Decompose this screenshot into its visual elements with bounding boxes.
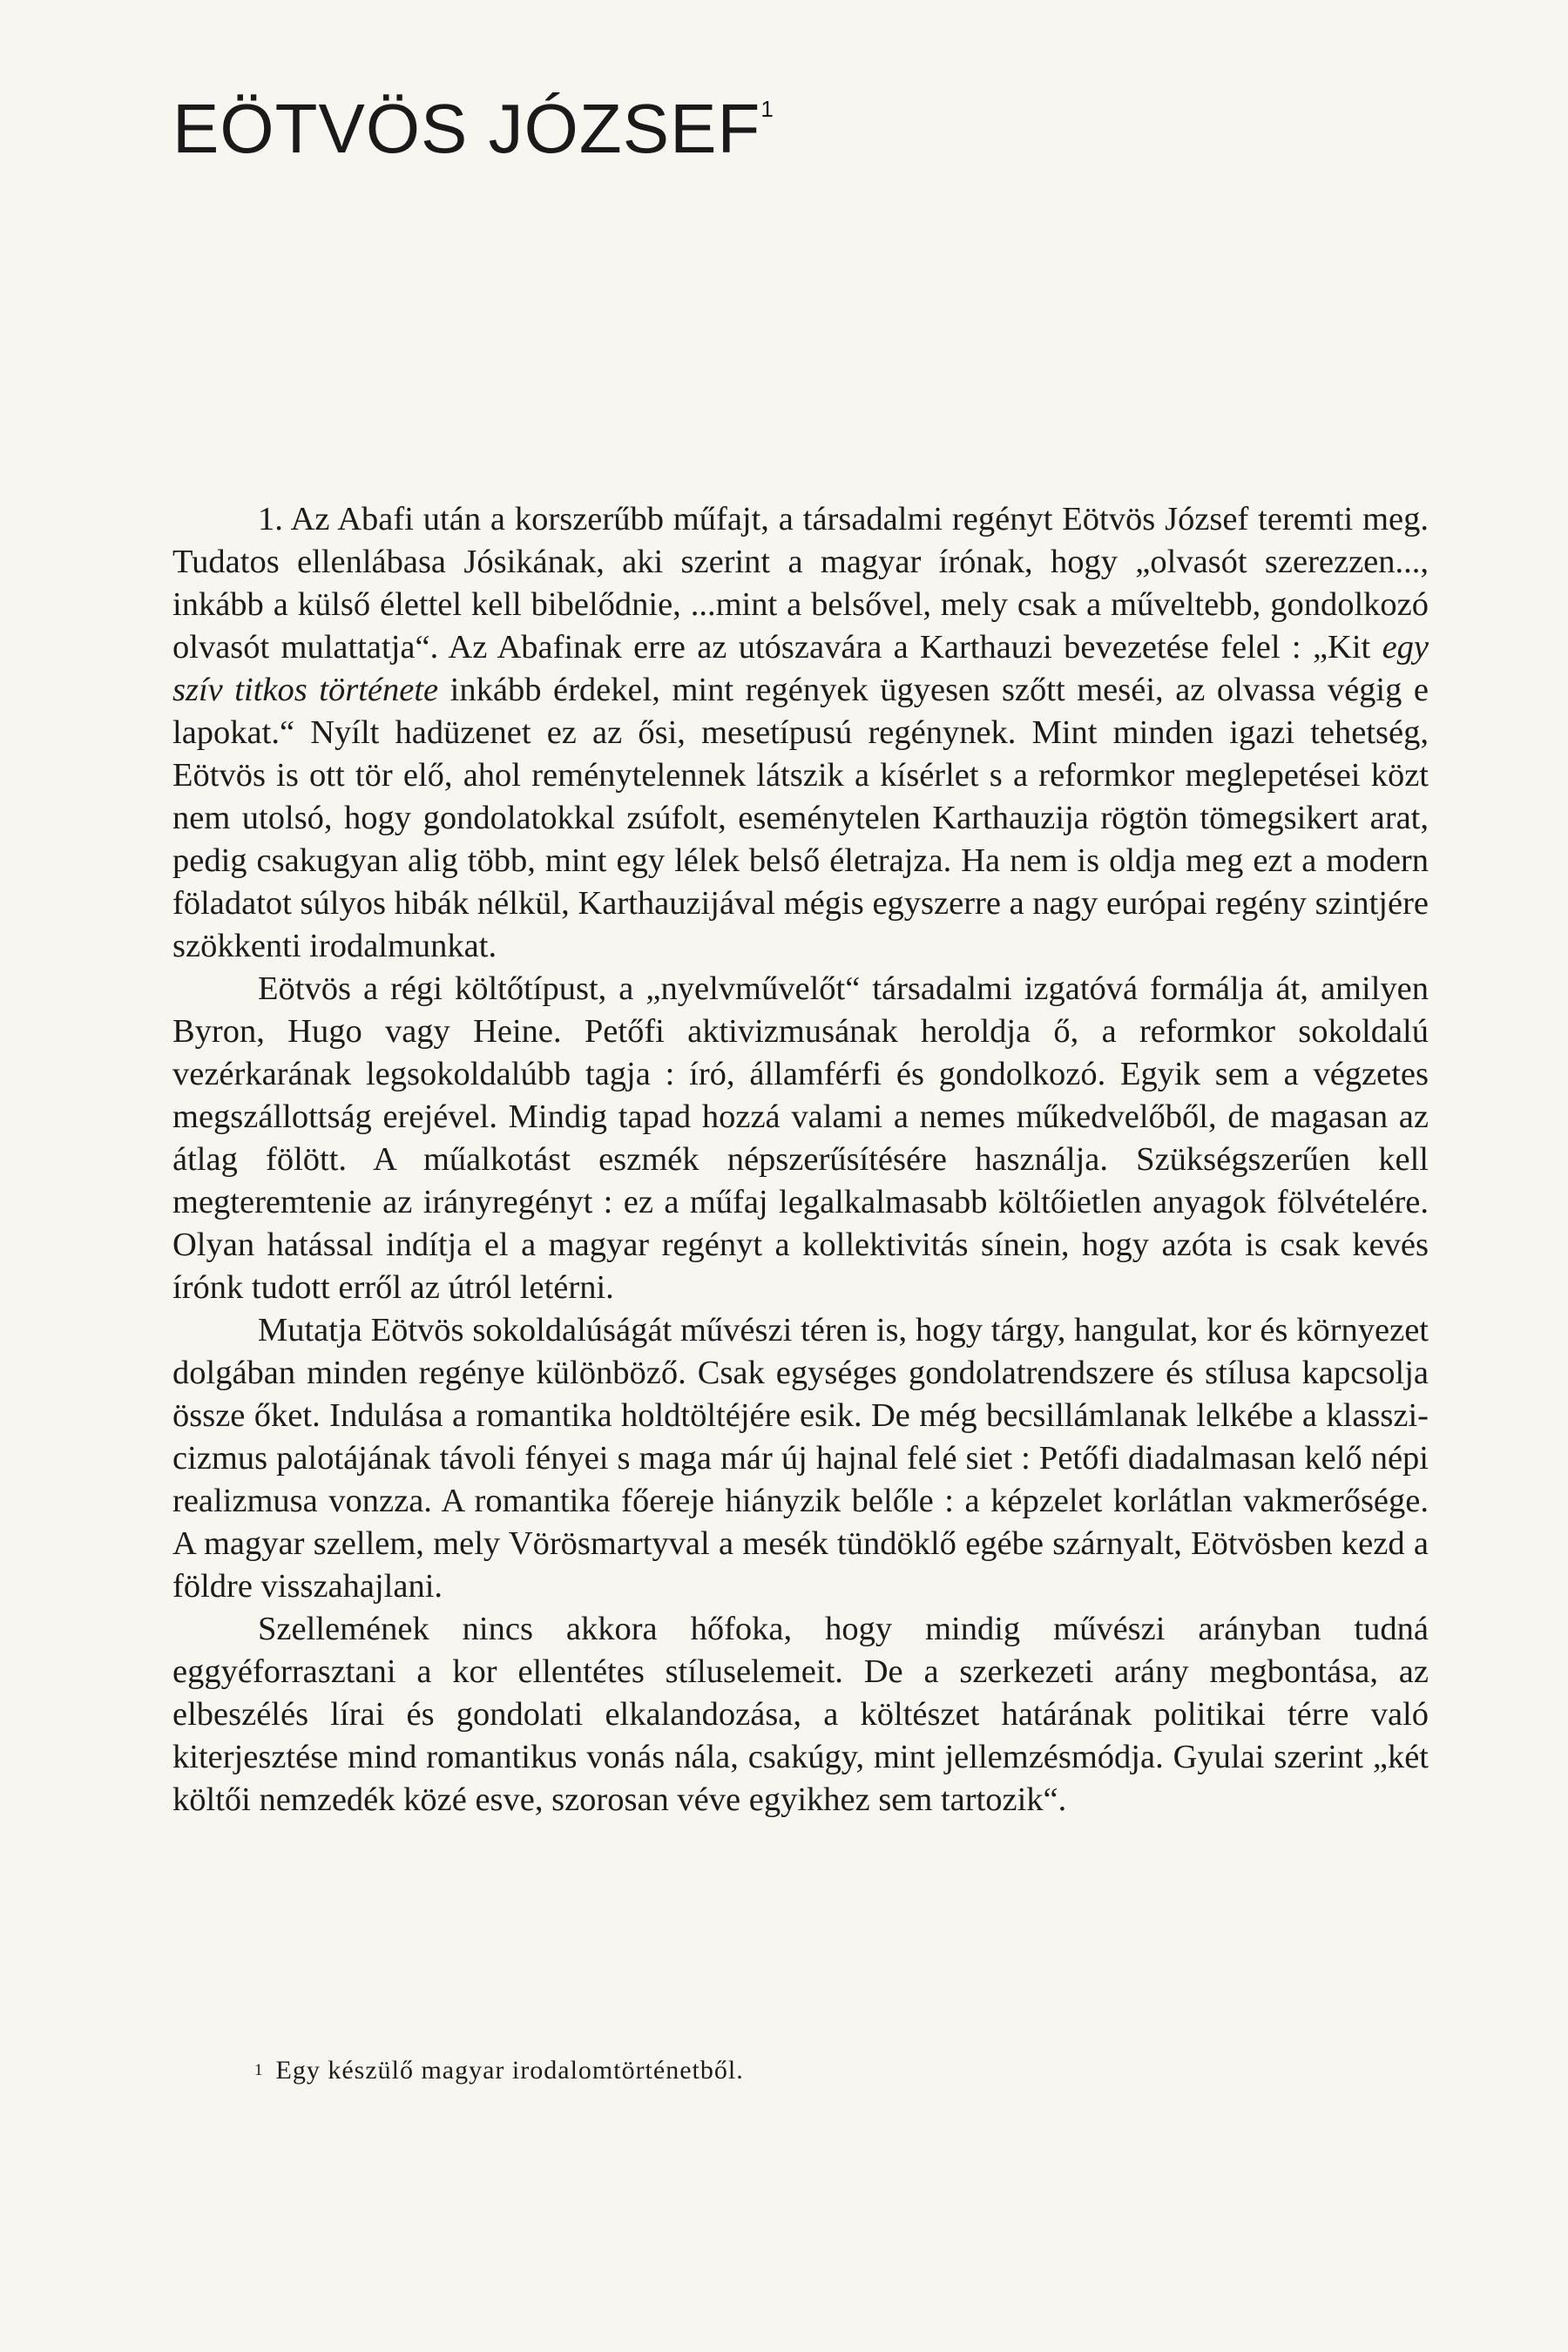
paragraph-4: Szellemének nincs akkora hőfoka, hogy mindig művészi arányban tudná eggyéforrasztani a kor ellentétes stíluselemeit. De a szerkezeti arány megbontása, az elbeszélés lírai és gondolati elkalandozása, a költészet határának politikai térre való kiterjesztése mind romantikus vonás nála, csakúgy, mint jellemzésmódja. Gyulai szerint „két költői nemzedék közé esve, szorosan véve egyikhez sem tartozik“. xyxy=(172,1611,1429,1818)
italic-phrase: egy szív titkos története xyxy=(172,629,1429,708)
paragraph-1-after-italic: inkább érdekel, mint regények ügyesen szőtt meséi, az olvassa végig e lapokat.“ Nyílt hadüzenet ez az ősi, mesetípusú regénynek. Mint minden igazi tehetség, Eötvös is ott tör elő, ahol reménytelennek látszik a kísérlet s a reformkor meglepetései közt nem utolsó, hogy gondolatokkal zsúfolt, eseménytelen Karthauzija rögtön tömegsikert arat, pedig csakugyan alig több, mint egy lélek belső életrajza. Ha nem is oldja meg ezt a modern föladatot súlyos hibák nélkül, Karthauzijával mégis egyszerre a nagy európai regény szintjére szökkenti irodalmunkat. xyxy=(172,672,1429,964)
title-text: EÖTVÖS JÓZSEF xyxy=(172,90,761,167)
footnote-reference[interactable]: 1 xyxy=(760,96,774,122)
paragraph-1 xyxy=(172,498,1429,968)
paragraph-2: Eötvös a régi költőtípust, a „nyelvművelőt“ társadalmi izgatóvá formálja át, amilyen Byron, Hugo vagy Heine. Petőfi aktivizmusának heroldja ő, a reformkor sokoldalú vezérkarának legsokoldalúbb tagja : író, államférfi és gondolkozó. Egyik sem a végzetes megszállottság erejével. Mindig tapad hozzá valami a nemes műkedvelőből, de magasan az átlag fölött. A műalkotást eszmék népszerűsítésére használja. Szükségszerűen kell megteremtenie az irányregényt : ez a műfaj legalkalmasabb költőietlen anyagok fölvételére. Olyan hatással indítja el a magyar regényt a kollektivitás sínein, hogy azóta is csak kevés írónk tudott erről az útról letérni. xyxy=(172,970,1429,1306)
footnote xyxy=(254,2055,1387,2090)
paragraph-3: Mutatja Eötvös sokoldalúságát művészi téren is, hogy tárgy, hangulat, kor és környezet dolgában minden regénye különböző. Csak egységes gondolatrendszere és stílusa kapcsolja össze őket. Indulása a romantika holdtöltéjére esik. De még becsillámlanak lelkébe a klasszicizmus palotájának távoli fényei s maga már új hajnal felé siet : Petőfi diadalmasan kelő népi realizmusa vonzza. A romantika főereje hiányzik belőle : a képzelet korlátlan vakmerősége. A magyar szellem, mely Vörösmartyval a mesék tündöklő egébe szárnyalt, Eötvösben kezd a földre visszahajlani. xyxy=(172,1312,1429,1605)
body-text xyxy=(172,498,1429,1821)
footnote-text: Egy készülő magyar irodalomtörténetből. xyxy=(275,2056,744,2085)
page-title xyxy=(172,90,774,167)
footnote-marker: 1 xyxy=(254,2061,264,2079)
paragraph-1-before-italic: 1. Az Abafi után a korszerűbb műfajt, a társadalmi regényt Eötvös József teremti meg. Tudatos ellenlábasa Jósikának, aki szerint a magyar írónak, hogy „olvasót szerezzen..., inkább a külső élettel kell bibelődnie, ...mint a belsővel, mely csak a műveltebb, gondolkozó olvasót mulattatja“. Az Abafinak erre az utószavára a Karthauzi bevezetése felel : „Kit xyxy=(172,501,1429,666)
